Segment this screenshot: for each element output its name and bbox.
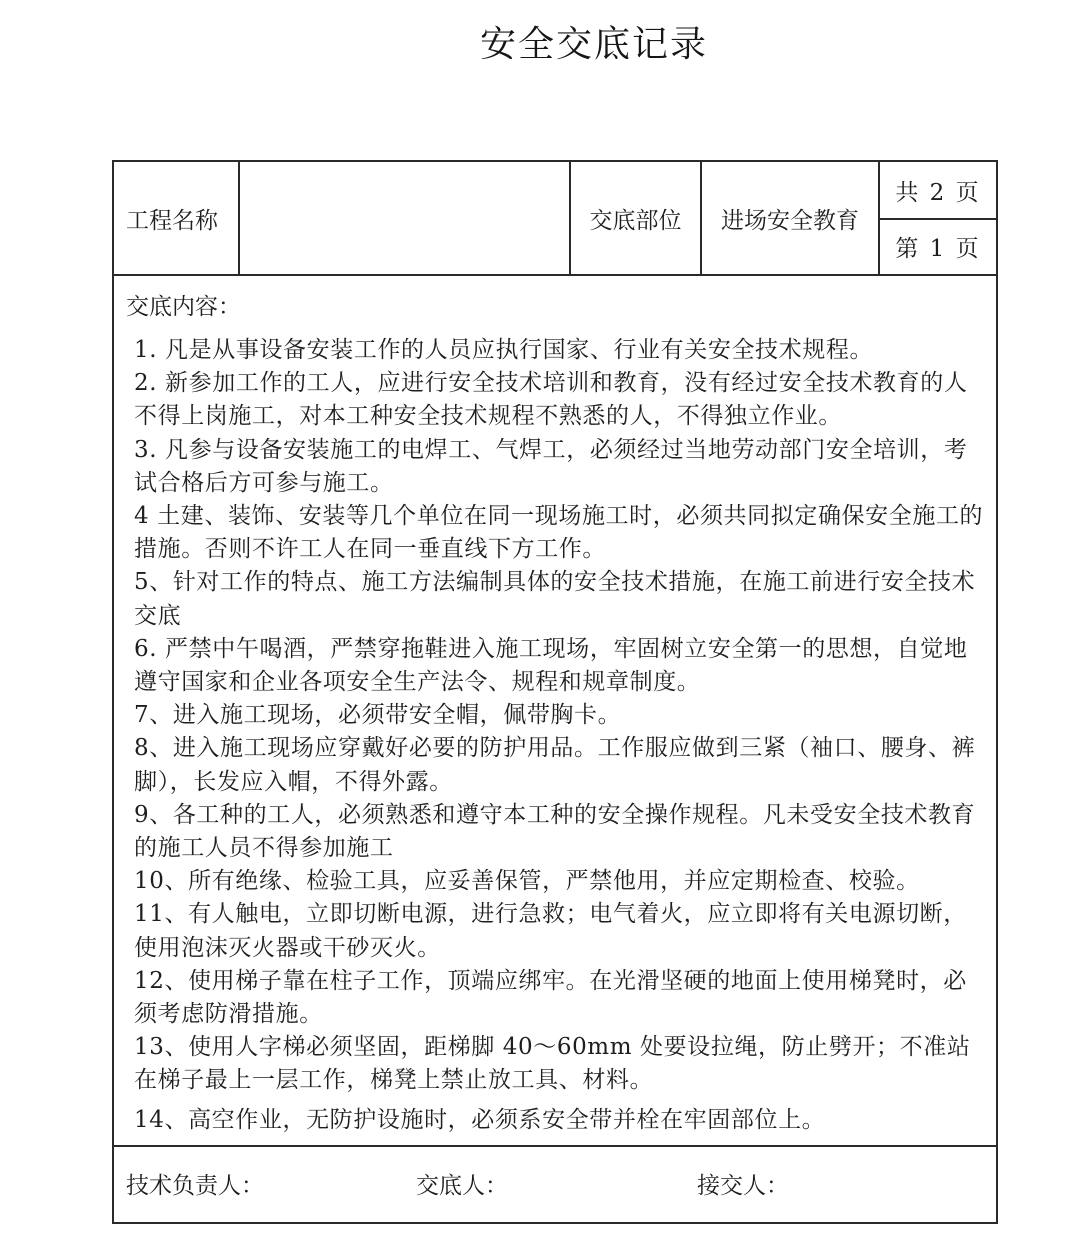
total-pages: 共 2 页: [880, 162, 996, 220]
content-item-7: 7、进入施工现场，必须带安全帽，佩带胸卡。: [134, 702, 622, 729]
project-name-value: [240, 162, 571, 274]
current-page: 第 1 页: [895, 235, 981, 262]
location-value: 进场安全教育: [702, 162, 880, 274]
content-item-5: 5、针对工作的特点、施工方法编制具体的安全技术措施，在施工前进行安全技术交底: [134, 569, 976, 629]
page-count-cell: [880, 162, 996, 274]
header-row: [114, 162, 996, 276]
content-item-2: 2. 新参加工作的工人，应进行安全技术培训和教育，没有经过安全技术教育的人不得上岗施工，对本工种安全技术规程不熟悉的人，不得独立作业。: [134, 370, 968, 430]
content-item-3: 3. 凡参与设备安装施工的电焊工、气焊工，必须经过当地劳动部门安全培训，考试合格后方可参与施工。: [134, 436, 968, 496]
page-title: 安全交底记录: [480, 24, 709, 65]
receiver-label: 接交人：: [697, 1173, 789, 1199]
content-item-10: 10、所有绝缘、检验工具，应妥善保管，严禁他用，并应定期检查、校验。: [134, 868, 920, 895]
content-item-12: 12、使用梯子靠在柱子工作，顶端应绑牢。在光滑坚硬的地面上使用梯凳时，必须考虑防滑措施。: [134, 967, 967, 1028]
content-item-1: 1. 凡是从事设备安装工作的人员应执行国家、行业有关安全技术规程。: [134, 337, 874, 363]
project-name-label: 工程名称: [114, 162, 240, 274]
content-item-8: 8、进入施工现场应穿戴好必要的防护用品。工作服应做到三紧（袖口、腰身、裤脚），长发应入帽，不得外露。: [134, 735, 976, 795]
content-item-6: 6. 严禁中午喝酒，严禁穿拖鞋进入施工现场，牢固树立安全第一的思想，自觉地遵守国家和企业各项安全生产法令、规程和规章制度。: [134, 635, 968, 696]
tech-lead-label: 技术负责人：: [126, 1173, 264, 1199]
signature-row: [114, 1147, 996, 1222]
discloser-label: 交底人：: [416, 1173, 508, 1199]
content-item-11: 11、有人触电，立即切断电源，进行急救；电气着火，应立即将有关电源切断，使用泡沫灭火器或干砂灭火。: [134, 901, 967, 961]
record-table: [112, 160, 998, 1224]
content-item-4: 4 土建、装饰、安装等几个单位在同一现场施工时，必须共同拟定确保安全施工的措施。否则不许工人在同一垂直线下方工作。: [134, 503, 984, 563]
location-label: 交底部位: [571, 162, 702, 274]
content-item-13: 13、使用人字梯必须坚固，距梯脚 40～60mm 处要设拉绳，防止劈开；不准站在梯子最上一层工作，梯凳上禁止放工具、材料。: [134, 1034, 971, 1094]
content-label: 交底内容：: [126, 294, 241, 320]
content-item-9: 9、各工种的工人，必须熟悉和遵守本工种的安全操作规程。凡未受安全技术教育的施工人员不得参加施工: [134, 801, 976, 862]
content-section: [114, 274, 996, 1147]
content-item-14: 14、高空作业，无防护设施时，必须系安全带并栓在牢固部位上。: [134, 1106, 826, 1133]
content-items: [134, 334, 986, 1137]
